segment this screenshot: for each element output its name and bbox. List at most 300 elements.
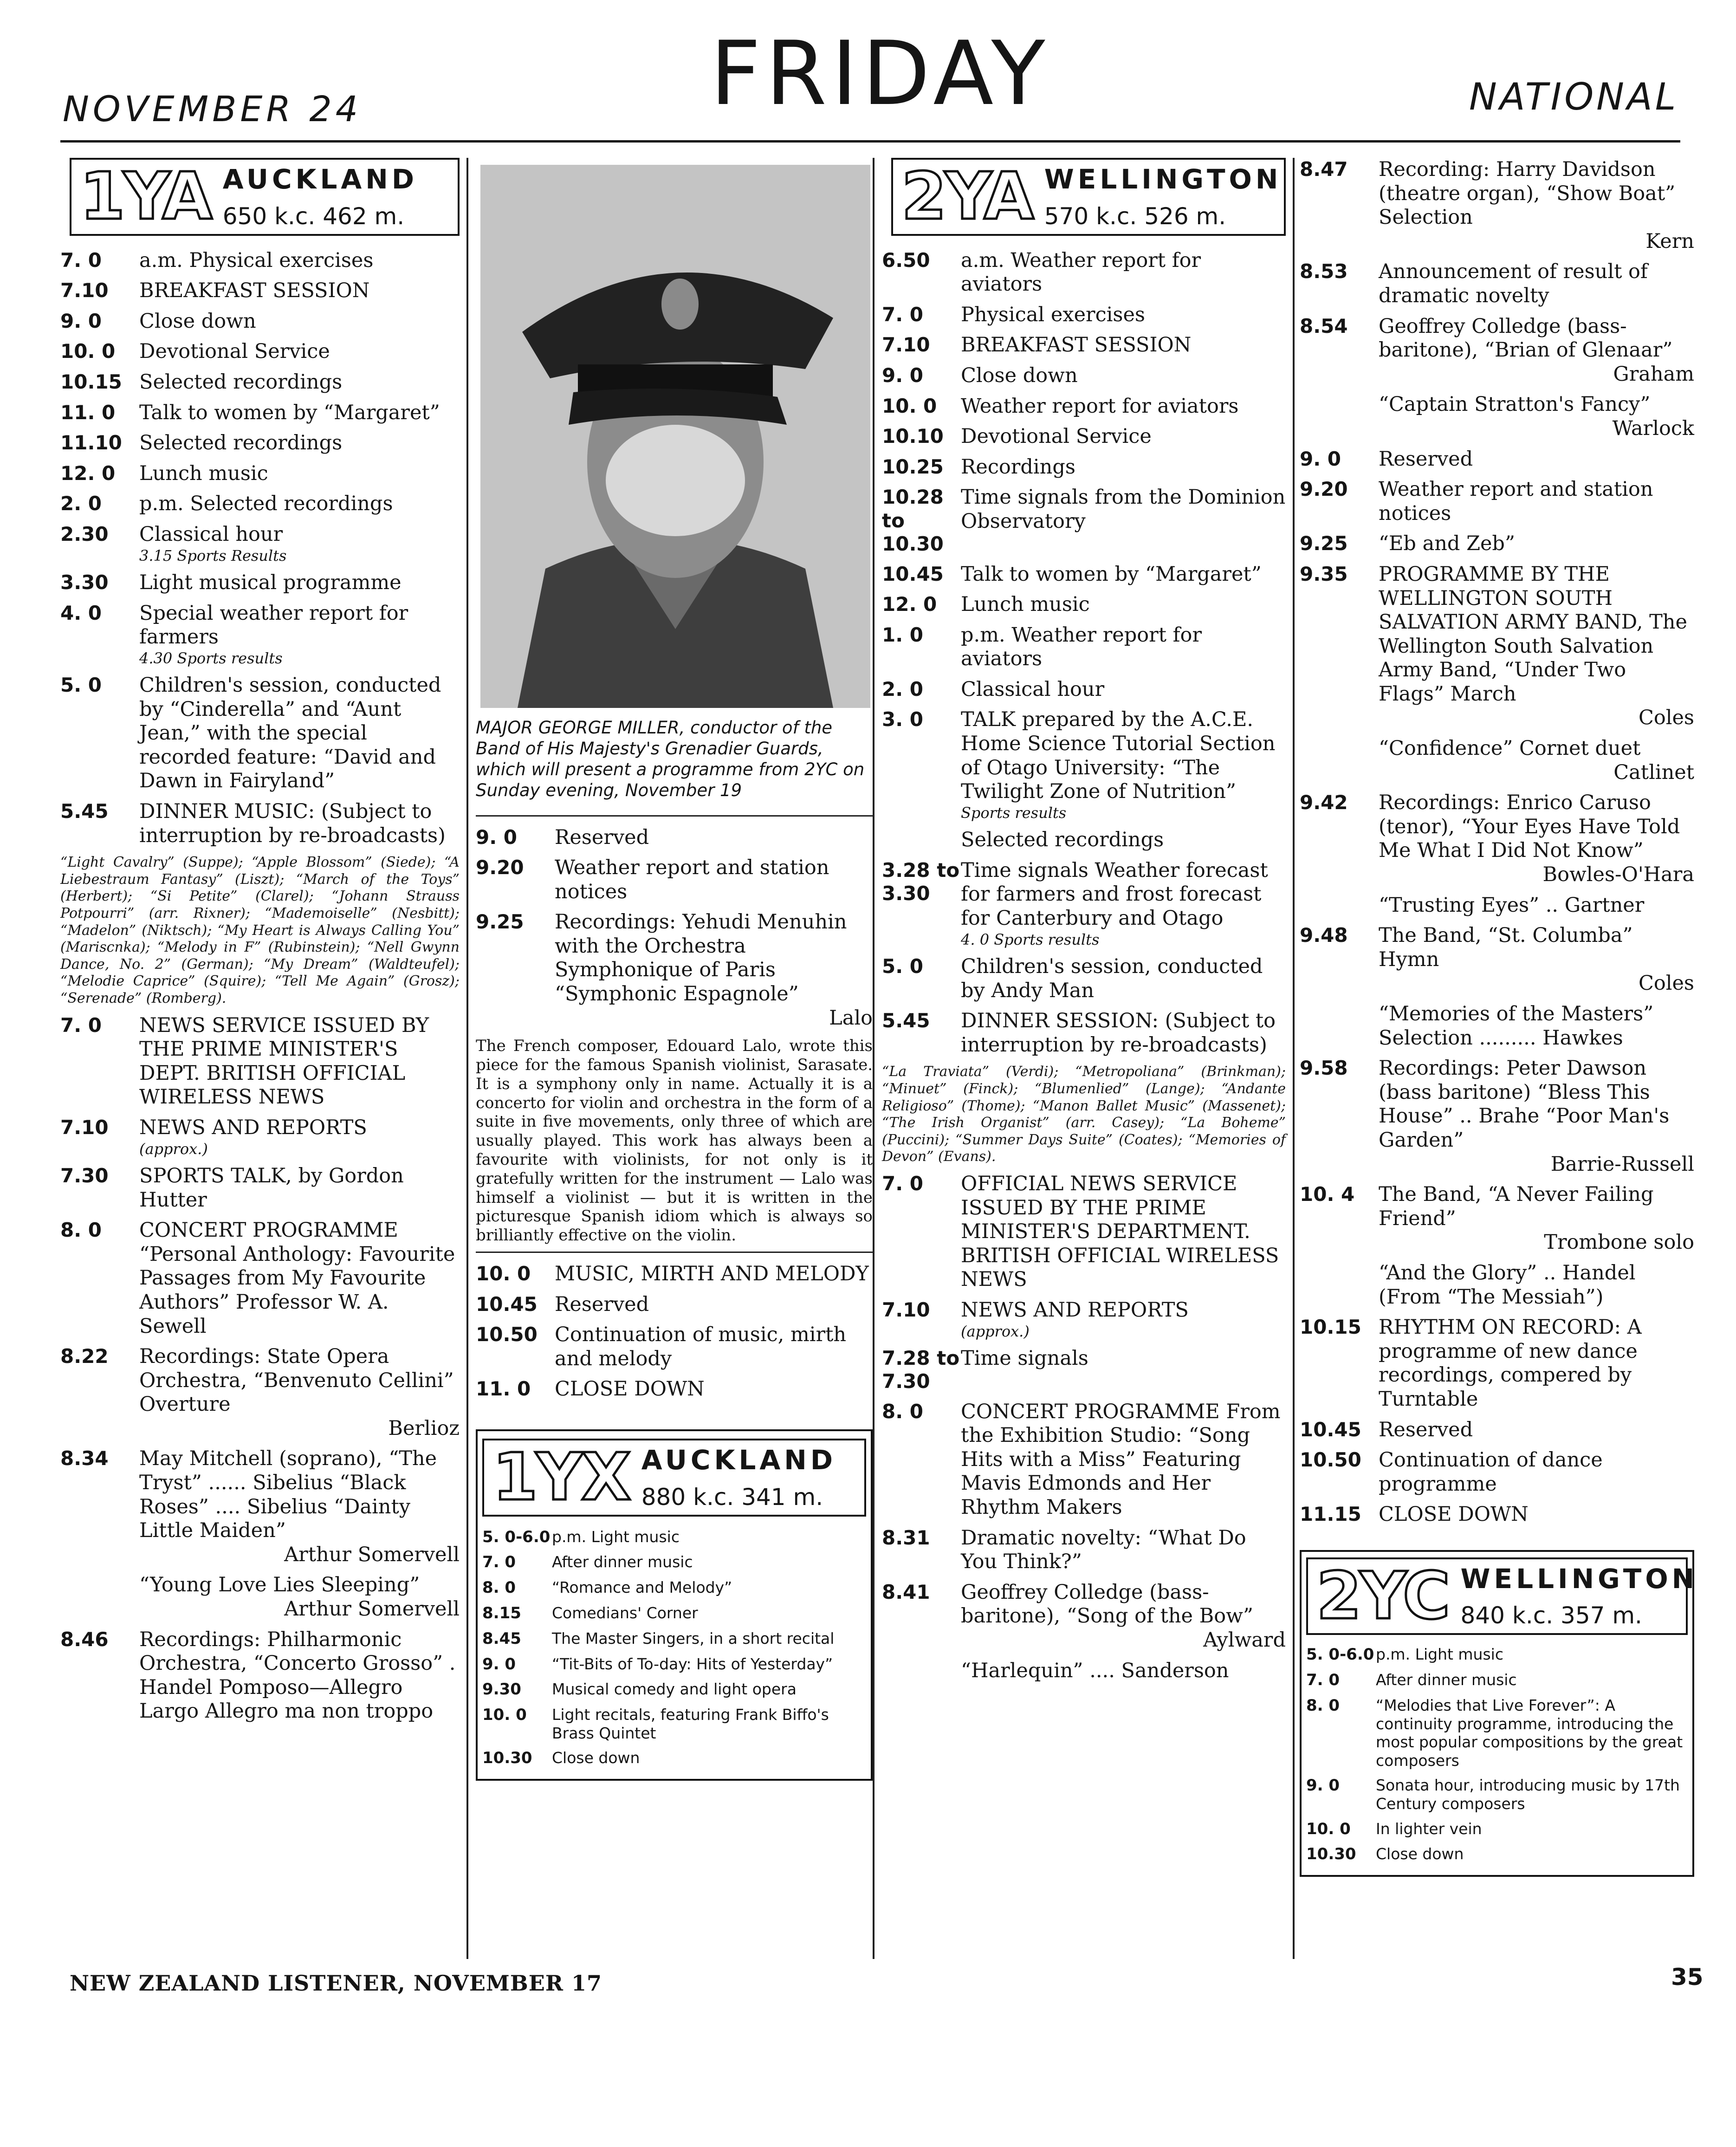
programme-item [1300, 1418, 1694, 1442]
column-divider [873, 158, 874, 1959]
portrait-illustration [480, 165, 870, 708]
programme-item [482, 1680, 866, 1699]
programme-title: p.m. Light music [1376, 1645, 1503, 1664]
programme-item [60, 492, 460, 516]
programme-time: 8.34 [60, 1447, 109, 1470]
programme-time: 5.45 [60, 800, 109, 823]
programme-title: Time signals from the Dominion Observatory [961, 486, 1286, 533]
station-name: AUCKLAND [222, 163, 418, 195]
programme-description [961, 395, 1286, 419]
programme-time: 7. 0 [482, 1553, 516, 1572]
programme-description [1379, 260, 1694, 308]
column-2ya-continued [1300, 158, 1698, 1877]
programme-time: 5.45 [882, 1009, 930, 1032]
programme-time: 5. 0-6.0 [482, 1527, 551, 1546]
programme-title: PROGRAMME BY THE WELLINGTON SOUTH SALVATION ARMY BAND, The Wellington South Salvation Army Band, “Under Two Flags” March [1379, 562, 1687, 706]
programme-item [482, 1604, 866, 1623]
programme-note: 4.30 Sports results [139, 649, 283, 667]
column-2ya [882, 158, 1286, 1689]
programme-title: Comedians' Corner [552, 1603, 698, 1622]
programme-time: 10.28 to 10.30 [882, 486, 944, 556]
programme-time: 7.10 [60, 279, 109, 302]
programme-item [60, 462, 460, 486]
programme-description [961, 1400, 1286, 1520]
programme-time: 7. 0 [882, 1172, 924, 1195]
programme-item [882, 249, 1286, 297]
station-frequency: 840 k.c. 357 m. [1460, 1602, 1642, 1629]
programme-time: 11. 0 [60, 401, 116, 424]
programme-title: BREAKFAST SESSION [139, 279, 370, 303]
programme-item [882, 1659, 1286, 1683]
programme-item [476, 1262, 873, 1286]
programme-list [482, 1528, 866, 1768]
programme-time: 9. 0 [60, 309, 102, 332]
programme-time: 3.30 [60, 571, 109, 594]
programme-title: “Captain Stratton's Fancy” [1379, 393, 1651, 416]
programme-title: Talk to women by “Margaret” [139, 401, 440, 424]
composer: Trombone solo [1544, 1231, 1694, 1254]
programme-description [139, 492, 460, 516]
programme-description [1379, 737, 1694, 785]
programme-title: Continuation of music, mirth and melody [555, 1323, 847, 1370]
programme-title: Selected recordings [139, 370, 343, 394]
programme-item [1300, 532, 1694, 556]
programme-title: Physical exercises [961, 303, 1145, 326]
programme-description [961, 1347, 1286, 1394]
programme-time: 5. 0-6.0 [1306, 1645, 1374, 1664]
programme-time: 10.10 [882, 425, 944, 448]
programme-description [139, 1164, 460, 1212]
programme-time: 8. 0 [60, 1219, 102, 1242]
programme-item [1300, 1261, 1694, 1309]
programme-description [961, 486, 1286, 556]
programme-description [552, 1578, 866, 1597]
programme-time: 7. 0 [60, 248, 102, 272]
programme-description [552, 1528, 866, 1547]
programme-description [961, 859, 1286, 948]
programme-description [1376, 1820, 1688, 1839]
programme-description [961, 303, 1286, 327]
programme-note: (approx.) [961, 1322, 1030, 1340]
programme-time: 9. 0 [476, 825, 518, 849]
programme-item [476, 826, 873, 850]
programme-title: May Mitchell (soprano), “The Tryst” ...... Sibelius “Black Roses” .... Sibelius “Dainty Little Maiden” [139, 1447, 437, 1543]
programme-item [60, 1164, 460, 1212]
programme-time: 8.22 [60, 1345, 109, 1368]
programme-description [139, 800, 460, 848]
programme-item [882, 364, 1286, 388]
programme-time: 10. 0 [482, 1706, 527, 1725]
programme-description [961, 1172, 1286, 1292]
station-name: WELLINGTON [1044, 163, 1282, 195]
composer: Coles [1638, 972, 1694, 995]
programme-item [60, 401, 460, 425]
column-middle [476, 165, 873, 1781]
programme-item [1300, 737, 1694, 785]
photo-caption: MAJOR GEORGE MILLER, conductor of the Band of His Majesty's Grenadier Guards, which will present a programme from 2YC on Sunday evening, November 19 [476, 718, 865, 801]
programme-item [482, 1578, 866, 1597]
programme-item [476, 856, 873, 904]
programme-item [1300, 924, 1694, 996]
programme-description [555, 1323, 873, 1371]
programme-item [60, 674, 460, 793]
programme-description [555, 1377, 873, 1401]
programme-item [1306, 1671, 1688, 1690]
column-divider [466, 158, 468, 1959]
programme-title: Recordings: State Opera Orchestra, “Benvenuto Cellini” Overture [139, 1345, 454, 1416]
programme-title: NEWS AND REPORTS [961, 1298, 1189, 1322]
programme-title: TALK prepared by the A.C.E. Home Science Tutorial Section of Otago University: “The Twilight Zone of Nutrition” [961, 708, 1276, 804]
programme-description [1379, 315, 1694, 387]
programme-item [882, 333, 1286, 357]
composer: Graham [1613, 362, 1694, 386]
programme-time: 9.30 [482, 1680, 521, 1699]
programme-time: 10.45 [476, 1292, 538, 1316]
station-name: AUCKLAND [641, 1444, 836, 1476]
programme-description [555, 1262, 873, 1286]
programme-title: “Romance and Melody” [552, 1578, 732, 1597]
programme-description [552, 1655, 866, 1674]
programme-title: Weather report for aviators [961, 394, 1239, 418]
programme-time [1300, 1261, 1379, 1309]
programme-description [1376, 1645, 1688, 1664]
programme-item [60, 1447, 460, 1567]
programme-item [1300, 791, 1694, 887]
programme-item [482, 1749, 866, 1768]
station-banner-1yx [482, 1439, 866, 1517]
programme-note: Sports results [961, 804, 1067, 822]
composer: Aylward [1203, 1628, 1286, 1652]
programme-time: 6.50 [882, 248, 930, 272]
programme-item [882, 1298, 1286, 1340]
station-box-1yx [476, 1429, 873, 1781]
portrait-photo [480, 165, 870, 708]
programme-time: 5. 0 [60, 674, 102, 697]
programme-description [139, 370, 460, 395]
programme-item [882, 486, 1286, 556]
programme-item [482, 1553, 866, 1572]
programme-item [60, 1345, 460, 1440]
programme-item [1300, 1316, 1694, 1411]
programme-title: Lunch music [961, 593, 1090, 616]
programme-item [476, 1377, 873, 1401]
programme-time: 11.15 [1300, 1503, 1361, 1526]
station-frequency: 570 k.c. 526 m. [1044, 202, 1226, 230]
programme-title: In lighter vein [1376, 1819, 1482, 1838]
programme-time: 7.30 [60, 1164, 109, 1187]
programme-title: After dinner music [552, 1553, 693, 1571]
programme-time [1300, 1002, 1379, 1050]
programme-time: 3.28 to 3.30 [882, 858, 960, 905]
programme-note: 4. 0 Sports results [961, 930, 1100, 948]
programme-description [961, 249, 1286, 297]
programme-description [139, 431, 460, 455]
programme-title: Children's session, conducted by “Cinderella” and “Aunt Jean,” with the special recorded feature: “David and Dawn in Fairyland” [139, 674, 441, 793]
programme-time [1300, 894, 1379, 918]
programme-item [482, 1629, 866, 1648]
programme-time: 9. 0 [1300, 447, 1341, 470]
programme-time: 7.10 [60, 1116, 109, 1139]
programme-item [1300, 894, 1694, 918]
composer: Berlioz [388, 1416, 460, 1440]
programme-description [961, 678, 1286, 702]
programme-time [60, 1573, 139, 1621]
dinner-session-list: “La Traviata” (Verdi); “Metropoliana” (Brinkman); “Minuet” (Finck); “Blumenlied” (Lange); “Andante Religioso” (Thome); “Manon Ballet Music” (Massenet); “The Irish Organist” (arr. Casey); “La Boheme” (Puccini); “Summer Days Suite” (Coates); “Memories of Devon” (Evans). [882, 1064, 1286, 1165]
programme-title: Recordings: Philharmonic Orchestra, “Concerto Grosso” . Handel Pomposo—Allegro Largo Allegro ma non troppo [139, 1628, 456, 1723]
programme-description [1376, 1671, 1688, 1690]
programme-time: 10.45 [1300, 1418, 1361, 1441]
programme-item [882, 1400, 1286, 1520]
programme-title: Recording: Harry Davidson (theatre organ), “Show Boat” Selection [1379, 158, 1676, 229]
programme-time: 8. 0 [482, 1578, 516, 1597]
station-logo: 2YC [1316, 1558, 1449, 1634]
programme-time: 7.28 to 7.30 [882, 1346, 960, 1393]
programme-item [1300, 1448, 1694, 1496]
programme-title: OFFICIAL NEWS SERVICE ISSUED BY THE PRIME MINISTER'S DEPARTMENT. BRITISH OFFICIAL WIRELESS NEWS [961, 1172, 1279, 1291]
programme-title: Light recitals, featuring Frank Biffo's Brass Quintet [552, 1706, 829, 1742]
programme-item [882, 678, 1286, 702]
programme-item [1306, 1845, 1688, 1864]
programme-time: 10. 0 [1306, 1819, 1351, 1838]
programme-title: Musical comedy and light opera [552, 1680, 797, 1699]
programme-list [882, 1172, 1286, 1683]
programme-note: 3.15 Sports Results [139, 546, 287, 564]
header-date: NOVEMBER 24 [63, 88, 362, 130]
programme-item [1300, 448, 1694, 472]
composer: Coles [1638, 706, 1694, 730]
programme-list [476, 1262, 873, 1401]
programme-item [1300, 1183, 1694, 1255]
programme-description [1379, 894, 1694, 918]
programme-item [476, 1293, 873, 1317]
programme-item [60, 523, 460, 564]
programme-title: DINNER MUSIC: (Subject to interruption by re-broadcasts) [139, 800, 446, 847]
programme-description [139, 401, 460, 425]
programme-item [1300, 478, 1694, 525]
programme-title: DINNER SESSION: (Subject to interruption by re-broadcasts) [961, 1009, 1276, 1057]
programme-title: Close down [552, 1749, 640, 1767]
programme-time: 8. 0 [882, 1400, 924, 1423]
programme-time: 2. 0 [60, 492, 102, 515]
programme-title: The Band, “A Never Failing Friend” [1379, 1183, 1654, 1230]
programme-item [1300, 260, 1694, 308]
programme-title: Light musical programme [139, 571, 402, 594]
programme-title: MUSIC, MIRTH AND MELODY [555, 1262, 869, 1286]
programme-title: RHYTHM ON RECORD: A programme of new dance recordings, compered by Turntable [1379, 1316, 1642, 1411]
programme-item [60, 800, 460, 848]
programme-item [882, 303, 1286, 327]
programme-description [139, 279, 460, 303]
programme-description [552, 1749, 866, 1768]
programme-time: 9.35 [1300, 562, 1348, 585]
programme-title: p.m. Weather report for aviators [961, 623, 1202, 671]
programme-title: NEWS SERVICE ISSUED BY THE PRIME MINISTER'S DEPT. BRITISH OFFICIAL WIRELESS NEWS [139, 1013, 429, 1109]
programme-time: 7.10 [882, 333, 930, 357]
programme-time: 10.50 [1300, 1448, 1361, 1472]
programme-description [139, 1447, 460, 1567]
programme-description [961, 955, 1286, 1003]
station-name: WELLINGTON [1460, 1563, 1698, 1595]
divider [476, 1252, 873, 1253]
programme-time: 3. 0 [882, 708, 924, 731]
programme-description [961, 1009, 1286, 1057]
programme-description [139, 340, 460, 364]
station-banner-1ya [70, 158, 460, 236]
programme-description [1379, 1183, 1694, 1255]
programme-description [1379, 1448, 1694, 1496]
programme-description [1379, 1316, 1694, 1411]
programme-title: Recordings: Yehudi Menuhin with the Orchestra Symphonique of Paris “Symphonic Espagnole” [555, 910, 847, 1006]
programme-title: BREAKFAST SESSION [961, 333, 1192, 357]
station-banner-2yc [1306, 1557, 1698, 1635]
programme-description [1376, 1696, 1688, 1770]
programme-item [476, 910, 873, 1030]
column-1yа [60, 158, 460, 1730]
composer: Lalo [829, 1006, 873, 1030]
programme-time: 10.15 [60, 370, 122, 393]
programme-time: 10.45 [882, 562, 944, 585]
programme-description [1379, 1418, 1694, 1442]
programme-item [1300, 393, 1694, 441]
programme-title: The Master Singers, in a short recital [552, 1629, 835, 1648]
programme-time: 8.53 [1300, 260, 1348, 283]
programme-title: Classical hour [961, 677, 1105, 701]
programme-time: 7. 0 [1306, 1671, 1340, 1690]
dinner-music-list: “Light Cavalry” (Suppe); “Apple Blossom” (Siede); “A Liebestraum Fantasy” (Liszt); “March of the Toys” (Herbert); “Si Petite” (Clarel); “Johann Strauss Potpourri” (arr. Rixner); “Mademoiselle” (Nesbitt); “Madelon” (Niktsch); “My Heart is Always Calling You” (Mariscnka); “Melody in F” (Rubinstein); “Nell Gwynn Dance, No. 2” (German); “My Dream” (Waldteufel); “Melodie Caprice” (Squire); “Tell Me Again” (Grosz); “Serenade” (Romberg). [60, 854, 460, 1006]
programme-list [882, 249, 1286, 1057]
programme-description [1376, 1845, 1688, 1864]
programme-item [60, 571, 460, 595]
programme-title: Close down [1376, 1845, 1464, 1863]
programme-item [882, 395, 1286, 419]
programme-description [552, 1629, 866, 1648]
programme-item [60, 249, 460, 273]
programme-time: 7. 0 [60, 1013, 102, 1037]
programme-description [139, 310, 460, 334]
programme-time: 10.30 [482, 1749, 532, 1768]
programme-description [961, 1581, 1286, 1653]
programme-time: 8. 0 [1306, 1696, 1340, 1715]
programme-title: Selected recordings [961, 828, 1164, 852]
programme-title: The Band, “St. Columba” Hymn [1379, 924, 1633, 971]
programme-title: Reserved [1379, 1418, 1473, 1441]
programme-description [139, 462, 460, 486]
programme-description [1376, 1776, 1688, 1813]
programme-item [60, 1628, 460, 1724]
programme-item [882, 425, 1286, 449]
programme-title: Talk to women by “Margaret” [961, 562, 1262, 586]
programme-description [961, 708, 1286, 822]
programme-description [1379, 924, 1694, 996]
column-divider [1293, 158, 1295, 1959]
programme-description [552, 1553, 866, 1572]
programme-time: 11. 0 [476, 1377, 531, 1401]
programme-time: 1. 0 [882, 623, 924, 646]
programme-description [1379, 791, 1694, 887]
programme-time: 12. 0 [60, 461, 116, 485]
programme-description [1379, 478, 1694, 525]
programme-item [882, 1581, 1286, 1653]
programme-description [961, 563, 1286, 587]
programme-title: Weather report and station notices [1379, 478, 1653, 525]
programme-description [961, 364, 1286, 388]
programme-title: “Young Love Lies Sleeping” [139, 1573, 420, 1597]
programme-title: “And the Glory” .. Handel (From “The Messiah”) [1379, 1261, 1636, 1309]
programme-item [882, 1172, 1286, 1292]
programme-time: 10. 0 [476, 1262, 531, 1285]
station-frequency: 880 k.c. 341 m. [641, 1483, 823, 1511]
composer: Kern [1645, 229, 1694, 253]
programme-title: Special weather report for farmers [139, 601, 408, 649]
programme-title: Reserved [1379, 447, 1473, 471]
programme-time: 10.50 [476, 1323, 538, 1346]
programme-description [139, 1014, 460, 1109]
programme-note: (approx.) [139, 1140, 208, 1158]
programme-description [961, 828, 1286, 852]
station-box-2yc [1300, 1550, 1698, 1877]
programme-time: 10. 0 [882, 394, 937, 417]
programme-title: Recordings [961, 455, 1075, 479]
composer: Arthur Somervell [284, 1597, 460, 1621]
programme-description [1379, 393, 1694, 441]
programme-description [139, 1116, 460, 1158]
programme-description [139, 1345, 460, 1440]
programme-title: p.m. Light music [552, 1527, 680, 1546]
programme-description [139, 602, 460, 668]
programme-description [961, 1298, 1286, 1340]
programme-time: 8.46 [60, 1628, 109, 1651]
header-rule [60, 140, 1680, 143]
programme-title: Geoffrey Colledge (bass-baritone), “Song of the Bow” [961, 1580, 1253, 1628]
programme-item [60, 370, 460, 395]
programme-time [882, 1659, 961, 1683]
programme-time: 8.41 [882, 1580, 930, 1603]
programme-time: 9.20 [476, 856, 524, 879]
divider [476, 815, 873, 817]
programme-title: CONCERT PROGRAMME From the Exhibition Studio: “Song Hits with a Miss” Featuring Mavis Edmonds and Her Rhythm Makers [961, 1400, 1281, 1519]
programme-item [1300, 1057, 1694, 1176]
programme-time: 10.15 [1300, 1316, 1361, 1339]
station-logo: 2YA [901, 158, 1032, 234]
programme-description [961, 455, 1286, 480]
composer: Arthur Somervell [284, 1543, 460, 1566]
programme-item [1306, 1696, 1688, 1770]
programme-list [60, 1014, 460, 1724]
programme-time: 8.47 [1300, 158, 1348, 181]
programme-item [60, 1116, 460, 1158]
programme-description [961, 1526, 1286, 1574]
station-banner-2ya [891, 158, 1286, 236]
programme-title: “Memories of the Masters” Selection ......... Hawkes [1379, 1002, 1654, 1050]
programme-title: Weather report and station notices [555, 856, 829, 903]
programme-title: Close down [961, 363, 1078, 387]
composer: Warlock [1612, 416, 1694, 440]
programme-item [482, 1655, 866, 1674]
programme-description [139, 523, 460, 564]
programme-description [961, 1659, 1286, 1683]
programme-title: Lunch music [139, 461, 268, 485]
programme-title: “Harlequin” .... Sanderson [961, 1659, 1229, 1682]
programme-description [555, 856, 873, 904]
programme-time: 11.10 [60, 431, 122, 454]
programme-description [139, 1628, 460, 1724]
programme-item [60, 1014, 460, 1109]
programme-item [1300, 563, 1694, 730]
programme-title: Dramatic novelty: “What Do You Think?” [961, 1526, 1246, 1574]
programme-title: Geoffrey Colledge (bass-baritone), “Brian of Glenaar” [1379, 314, 1673, 362]
programme-description [139, 674, 460, 793]
programme-item [482, 1706, 866, 1742]
